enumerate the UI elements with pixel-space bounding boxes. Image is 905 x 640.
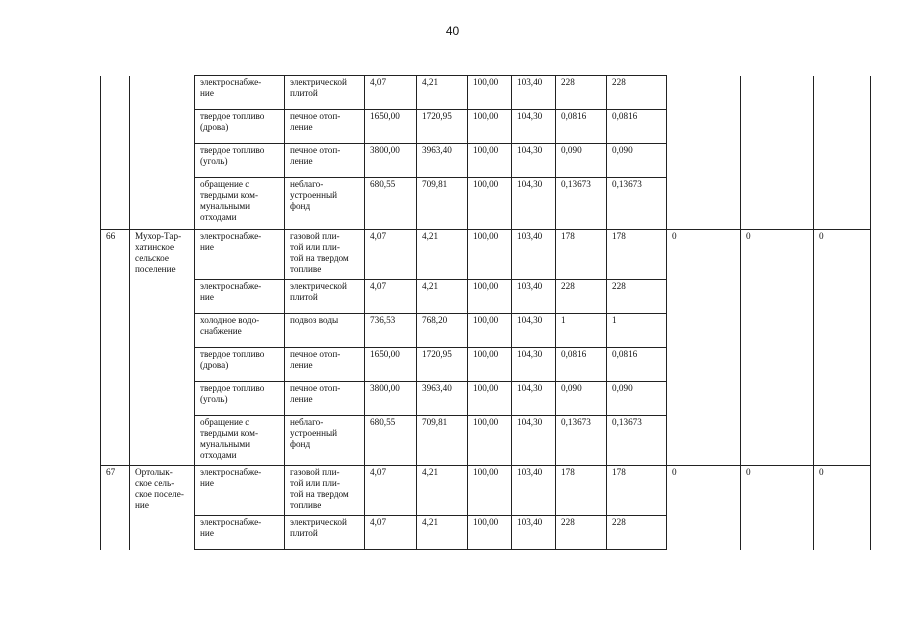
service-name: обращение с твердыми ком- мунальными отходами [195,416,285,466]
extra-2 [741,144,814,178]
value-5: 228 [556,516,607,550]
value-1: 4,07 [365,76,417,110]
settlement-name: Мухор-Тар- хатинское сельское поселение [130,230,195,280]
table-row [101,76,871,110]
extra-3 [814,178,871,230]
value-1: 4,07 [365,230,417,280]
value-5: 0,13673 [556,178,607,230]
service-note: электрической плитой [285,516,365,550]
service-note: неблаго- устроенный фонд [285,178,365,230]
service-name: электроснабже- ние [195,516,285,550]
extra-3 [814,348,871,382]
table-row [101,280,871,314]
table-row [101,516,871,550]
service-name: электроснабже- ние [195,466,285,516]
table-row [101,110,871,144]
service-note: печное отоп- ление [285,110,365,144]
table-row [101,382,871,416]
extra-3 [814,144,871,178]
extra-2 [741,382,814,416]
table-row [101,178,871,230]
value-4: 104,30 [512,110,556,144]
value-4: 104,30 [512,314,556,348]
extra-2 [741,110,814,144]
extra-2 [741,516,814,550]
value-2: 4,21 [417,280,468,314]
service-note: неблаго- устроенный фонд [285,416,365,466]
extra-1 [667,416,741,466]
value-6: 228 [607,76,667,110]
service-name: электроснабже- ние [195,230,285,280]
value-5: 178 [556,230,607,280]
row-number: 66 [101,230,130,280]
value-3: 100,00 [468,280,512,314]
extra-1 [667,348,741,382]
value-3: 100,00 [468,416,512,466]
value-5: 0,0816 [556,348,607,382]
value-2: 709,81 [417,178,468,230]
value-2: 709,81 [417,416,468,466]
extra-1 [667,314,741,348]
extra-2 [741,348,814,382]
extra-1 [667,144,741,178]
service-name: твердое топливо (уголь) [195,144,285,178]
value-4: 104,30 [512,178,556,230]
value-6: 0,090 [607,382,667,416]
service-note: печное отоп- ление [285,348,365,382]
page-number: 40 [445,24,460,38]
row-number [101,348,130,382]
value-4: 104,30 [512,416,556,466]
value-4: 103,40 [512,466,556,516]
value-5: 1 [556,314,607,348]
table-row [101,466,871,516]
table-row [101,230,871,280]
value-1: 4,07 [365,280,417,314]
table-row [101,348,871,382]
settlement-name: Ортолык- ское сель- ское поселе- ние [130,466,195,516]
value-2: 768,20 [417,314,468,348]
settlement-name [130,416,195,466]
service-note: электрической плитой [285,76,365,110]
settlement-name [130,516,195,550]
table-body [101,76,871,550]
value-6: 228 [607,280,667,314]
extra-3 [814,416,871,466]
value-6: 1 [607,314,667,348]
service-note: электрической плитой [285,280,365,314]
extra-1 [667,280,741,314]
settlement-name [130,144,195,178]
extra-2 [741,76,814,110]
service-note: газовой пли- той или пли- той на твердом топливе [285,230,365,280]
settlement-name [130,382,195,416]
value-5: 228 [556,280,607,314]
extra-3 [814,280,871,314]
extra-2 [741,280,814,314]
value-3: 100,00 [468,516,512,550]
value-6: 0,0816 [607,110,667,144]
value-1: 4,07 [365,466,417,516]
value-1: 3800,00 [365,144,417,178]
value-6: 0,090 [607,144,667,178]
service-name: электроснабже- ние [195,76,285,110]
row-number [101,76,130,110]
value-2: 1720,95 [417,348,468,382]
value-5: 0,13673 [556,416,607,466]
settlement-name [130,178,195,230]
row-number [101,382,130,416]
value-5: 0,090 [556,382,607,416]
value-6: 178 [607,230,667,280]
extra-3 [814,110,871,144]
service-note: печное отоп- ление [285,382,365,416]
service-name: твердое топливо (уголь) [195,382,285,416]
table-row [101,416,871,466]
extra-1 [667,382,741,416]
settlement-name [130,314,195,348]
value-5: 0,0816 [556,110,607,144]
value-4: 104,30 [512,348,556,382]
extra-1 [667,110,741,144]
value-1: 3800,00 [365,382,417,416]
extra-3 [814,76,871,110]
service-name: твердое топливо (дрова) [195,110,285,144]
value-5: 178 [556,466,607,516]
extra-1: 0 [667,466,741,516]
value-3: 100,00 [468,314,512,348]
value-3: 100,00 [468,382,512,416]
value-3: 100,00 [468,466,512,516]
extra-2 [741,416,814,466]
row-number [101,178,130,230]
service-name: холодное водо- снабжение [195,314,285,348]
extra-1 [667,178,741,230]
value-5: 228 [556,76,607,110]
extra-2 [741,314,814,348]
value-3: 100,00 [468,144,512,178]
value-4: 104,30 [512,144,556,178]
extra-3 [814,314,871,348]
service-name: электроснабже- ние [195,280,285,314]
value-1: 736,53 [365,314,417,348]
row-number: 67 [101,466,130,516]
value-3: 100,00 [468,76,512,110]
extra-1 [667,516,741,550]
value-1: 1650,00 [365,348,417,382]
value-1: 1650,00 [365,110,417,144]
service-note: подвоз воды [285,314,365,348]
value-2: 4,21 [417,230,468,280]
row-number [101,144,130,178]
row-number [101,314,130,348]
value-3: 100,00 [468,348,512,382]
extra-1: 0 [667,230,741,280]
service-name: обращение с твердыми ком- мунальными отходами [195,178,285,230]
value-2: 4,21 [417,516,468,550]
value-6: 228 [607,516,667,550]
value-6: 0,13673 [607,416,667,466]
value-2: 1720,95 [417,110,468,144]
row-number [101,280,130,314]
service-note: печное отоп- ление [285,144,365,178]
settlement-name [130,110,195,144]
settlement-name [130,280,195,314]
value-2: 4,21 [417,466,468,516]
value-1: 4,07 [365,516,417,550]
value-1: 680,55 [365,178,417,230]
value-4: 104,30 [512,382,556,416]
value-4: 103,40 [512,280,556,314]
row-number [101,516,130,550]
extra-2 [741,178,814,230]
extra-3 [814,516,871,550]
value-4: 103,40 [512,516,556,550]
extra-1 [667,76,741,110]
table-row [101,144,871,178]
extra-2: 0 [741,230,814,280]
row-number [101,110,130,144]
service-note: газовой пли- той или пли- той на твердом топливе [285,466,365,516]
value-5: 0,090 [556,144,607,178]
extra-3 [814,382,871,416]
value-3: 100,00 [468,230,512,280]
value-4: 103,40 [512,76,556,110]
extra-3: 0 [814,230,871,280]
value-6: 0,13673 [607,178,667,230]
value-6: 0,0816 [607,348,667,382]
value-4: 103,40 [512,230,556,280]
value-3: 100,00 [468,110,512,144]
service-name: твердое топливо (дрова) [195,348,285,382]
table-row [101,314,871,348]
extra-3: 0 [814,466,871,516]
value-2: 3963,40 [417,382,468,416]
value-6: 178 [607,466,667,516]
value-1: 680,55 [365,416,417,466]
settlement-name [130,348,195,382]
tariff-table [100,75,871,550]
value-2: 3963,40 [417,144,468,178]
value-3: 100,00 [468,178,512,230]
row-number [101,416,130,466]
settlement-name [130,76,195,110]
value-2: 4,21 [417,76,468,110]
extra-2: 0 [741,466,814,516]
